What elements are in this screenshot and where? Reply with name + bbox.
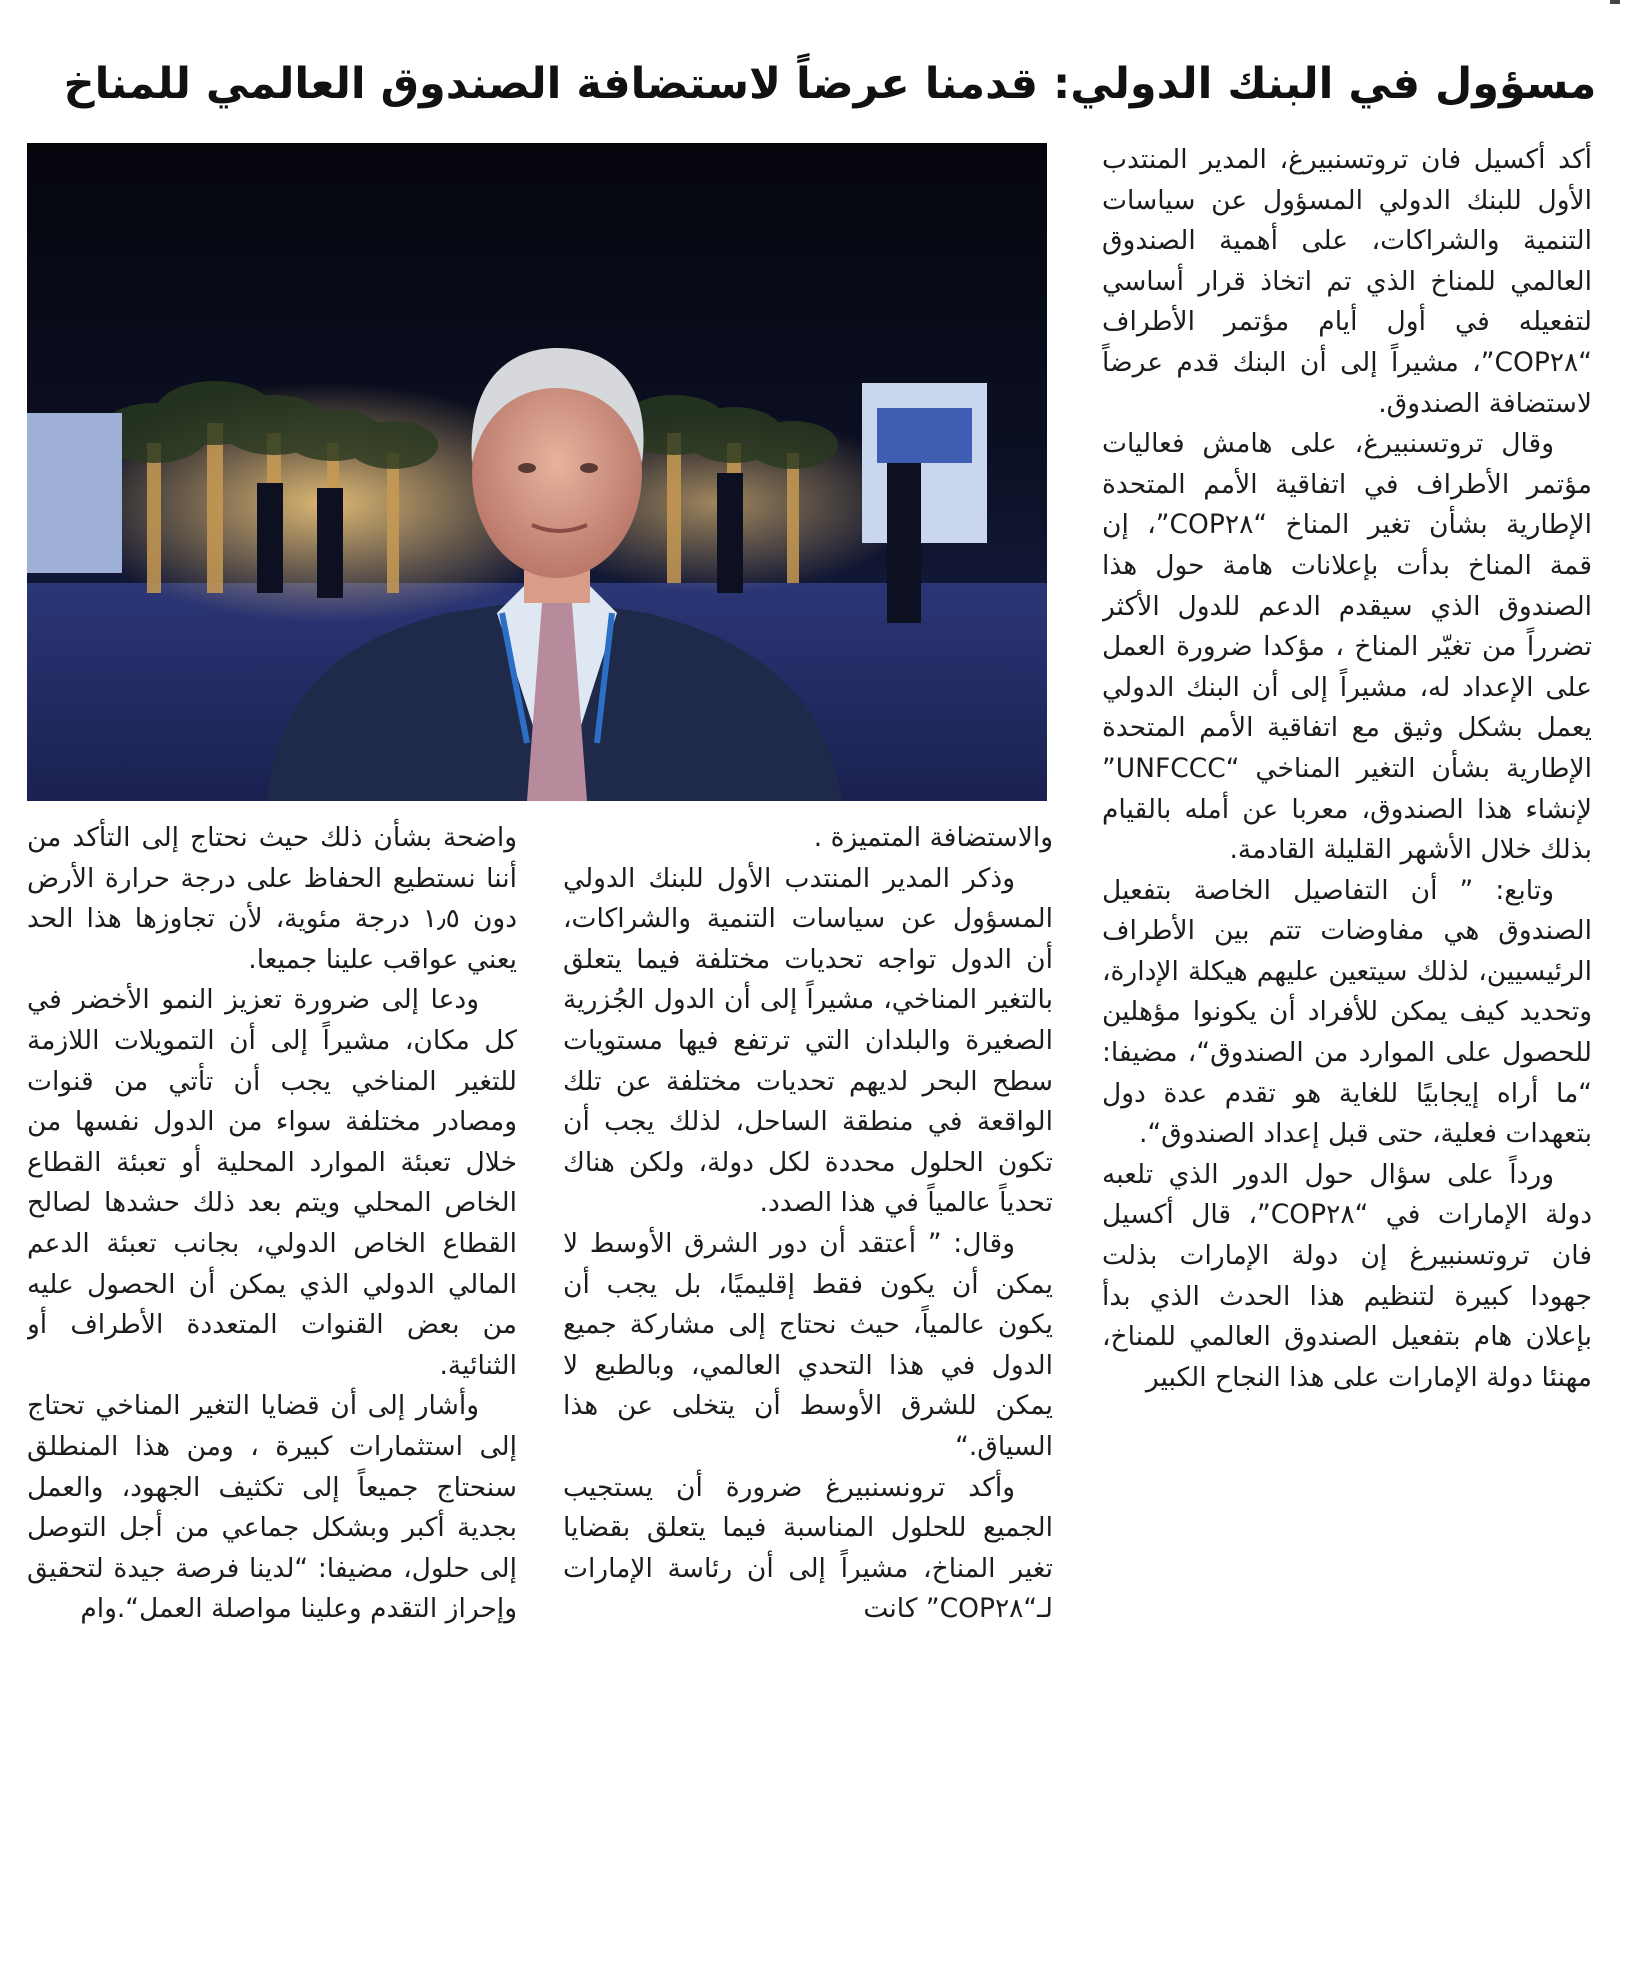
paragraph: وأشار إلى أن قضايا التغير المناخي تحتاج إلى استثمارات كبيرة ، ومن هذا المنطلق سنحتاج جميعاً إلى تكثيف الجهود، والعمل بجدية أكبر وبشكل جماعي من أجل التوصل إلى حلول، مضيفا: “لدينا فرصة جيدة لتحقيق وإحراز التقدم وعلينا مواصلة العمل“.وام <box>27 1390 517 1625</box>
article-photo <box>27 143 1047 801</box>
paragraph: ورداً على سؤال حول الدور الذي تلعبه دولة الإمارات في “COP٢٨”، قال أكسيل فان تروتسنبيرغ إن دولة الإمارات بذلت جهودا كبيرة لتنظيم هذا الحدث الذي بدأ بإعلان هام بتفعيل الصندوق العالمي للمناخ، مهنئا دولة الإمارات على هذا النجاح الكبير <box>1102 1158 1592 1393</box>
article-column-left <box>27 818 517 1923</box>
article-column-middle <box>563 818 1053 1923</box>
page-edge-mark <box>1610 0 1620 4</box>
paragraph: وقال تروتسنبيرغ، على هامش فعاليات مؤتمر الأطراف في اتفاقية الأمم المتحدة الإطارية بشأن تغير المناخ “COP٢٨”، إن قمة المناخ بدأت بإعلانات هامة حول هذا الصندوق الذي سيقدم الدعم للدول الأكثر تضرراً من تغيّر المناخ ، مؤكدا ضرورة العمل على الإعداد له، مشيراً إلى أن البنك الدولي يعمل بشكل وثيق مع اتفاقية الأمم المتحدة الإطارية بشأن التغير المناخي “UNFCCC” لإنشاء هذا الصندوق، معربا عن أمله بالقيام بذلك خلال الأشهر القليلة القادمة. <box>1102 428 1592 866</box>
paragraph: وذكر المدير المنتدب الأول للبنك الدولي المسؤول عن سياسات التنمية والشراكات، أن الدول تواجه تحديات مختلفة فيما يتعلق بالتغير المناخي، مشيراً إلى أن الدول الجُزرية الصغيرة والبلدان التي ترتفع فيها مستويات سطح البحر لديهم تحديات مختلفة عن تلك الواقعة في منطقة الساحل، لذلك يجب أن تكون الحلول محددة لكل دولة، ولكن هناك تحدياً عالمياً في هذا الصدد. <box>563 862 1053 1219</box>
article-column-right <box>1102 140 1592 1920</box>
paragraph: ودعا إلى ضرورة تعزيز النمو الأخضر في كل مكان، مشيراً إلى أن التمويلات اللازمة للتغير المناخي يجب أن تأتي من قنوات ومصادر مختلفة سواء من الدول نفسها من خلال تعبئة الموارد المحلية أو تعبئة القطاع الخاص المحلي ويتم بعد ذلك حشدها لصالح القطاع الخاص الدولي، بجانب تعبئة الدعم المالي الدولي الذي يمكن أن الحصول عليه من بعض القنوات المتعددة الأطراف أو الثنائية. <box>27 984 517 1381</box>
portrait-photo-icon <box>27 143 1047 801</box>
paragraph: والاستضافة المتميزة . <box>813 822 1053 853</box>
article-headline: مسؤول في البنك الدولي: قدمنا عرضاً لاستضافة الصندوق العالمي للمناخ <box>63 59 1597 110</box>
paragraph: واضحة بشأن ذلك حيث نحتاج إلى التأكد من أننا نستطيع الحفاظ على درجة حرارة الأرض دون ١٫٥ درجة مئوية، لأن تجاوزها هذا الحد يعني عواقب علينا جميعا. <box>27 822 517 975</box>
paragraph: وأكد ترونسنبيرغ ضرورة أن يستجيب الجميع للحلول المناسبة فيما يتعلق بقضايا تغير المناخ، مشيراً إلى أن رئاسة الإمارات لـ“COP٢٨” كانت <box>563 1471 1053 1625</box>
paragraph: وقال: ” أعتقد أن دور الشرق الأوسط لا يمكن أن يكون فقط إقليميًا، بل يجب أن يكون عالمياً، حيث نحتاج إلى مشاركة جميع الدول في هذا التحدي العالمي، وبالطبع لا يمكن للشرق الأوسط أن يتخلى عن هذا السياق.“ <box>563 1227 1053 1462</box>
paragraph: أكد أكسيل فان تروتسنبيرغ، المدير المنتدب الأول للبنك الدولي المسؤول عن سياسات التنمية والشراكات، على أهمية الصندوق العالمي للمناخ الذي تم اتخاذ قرار أساسي لتفعيله في أول أيام مؤتمر الأطراف “COP٢٨”، مشيراً إلى أن البنك قدم عرضاً لاستضافة الصندوق. <box>1102 144 1592 419</box>
paragraph: وتابع: ” أن التفاصيل الخاصة بتفعيل الصندوق هي مفاوضات تتم بين الأطراف الرئيسيين، لذلك سيتعين عليهم هيكلة الإدارة، وتحديد كيف يمكن للأفراد أن يكونوا مؤهلين للحصول على الموارد من الصندوق“، مضيفا: “ما أراه إيجابيًا للغاية هو تقدم عدة دول بتعهدات فعلية، حتى قبل إعداد الصندوق“. <box>1102 874 1592 1150</box>
